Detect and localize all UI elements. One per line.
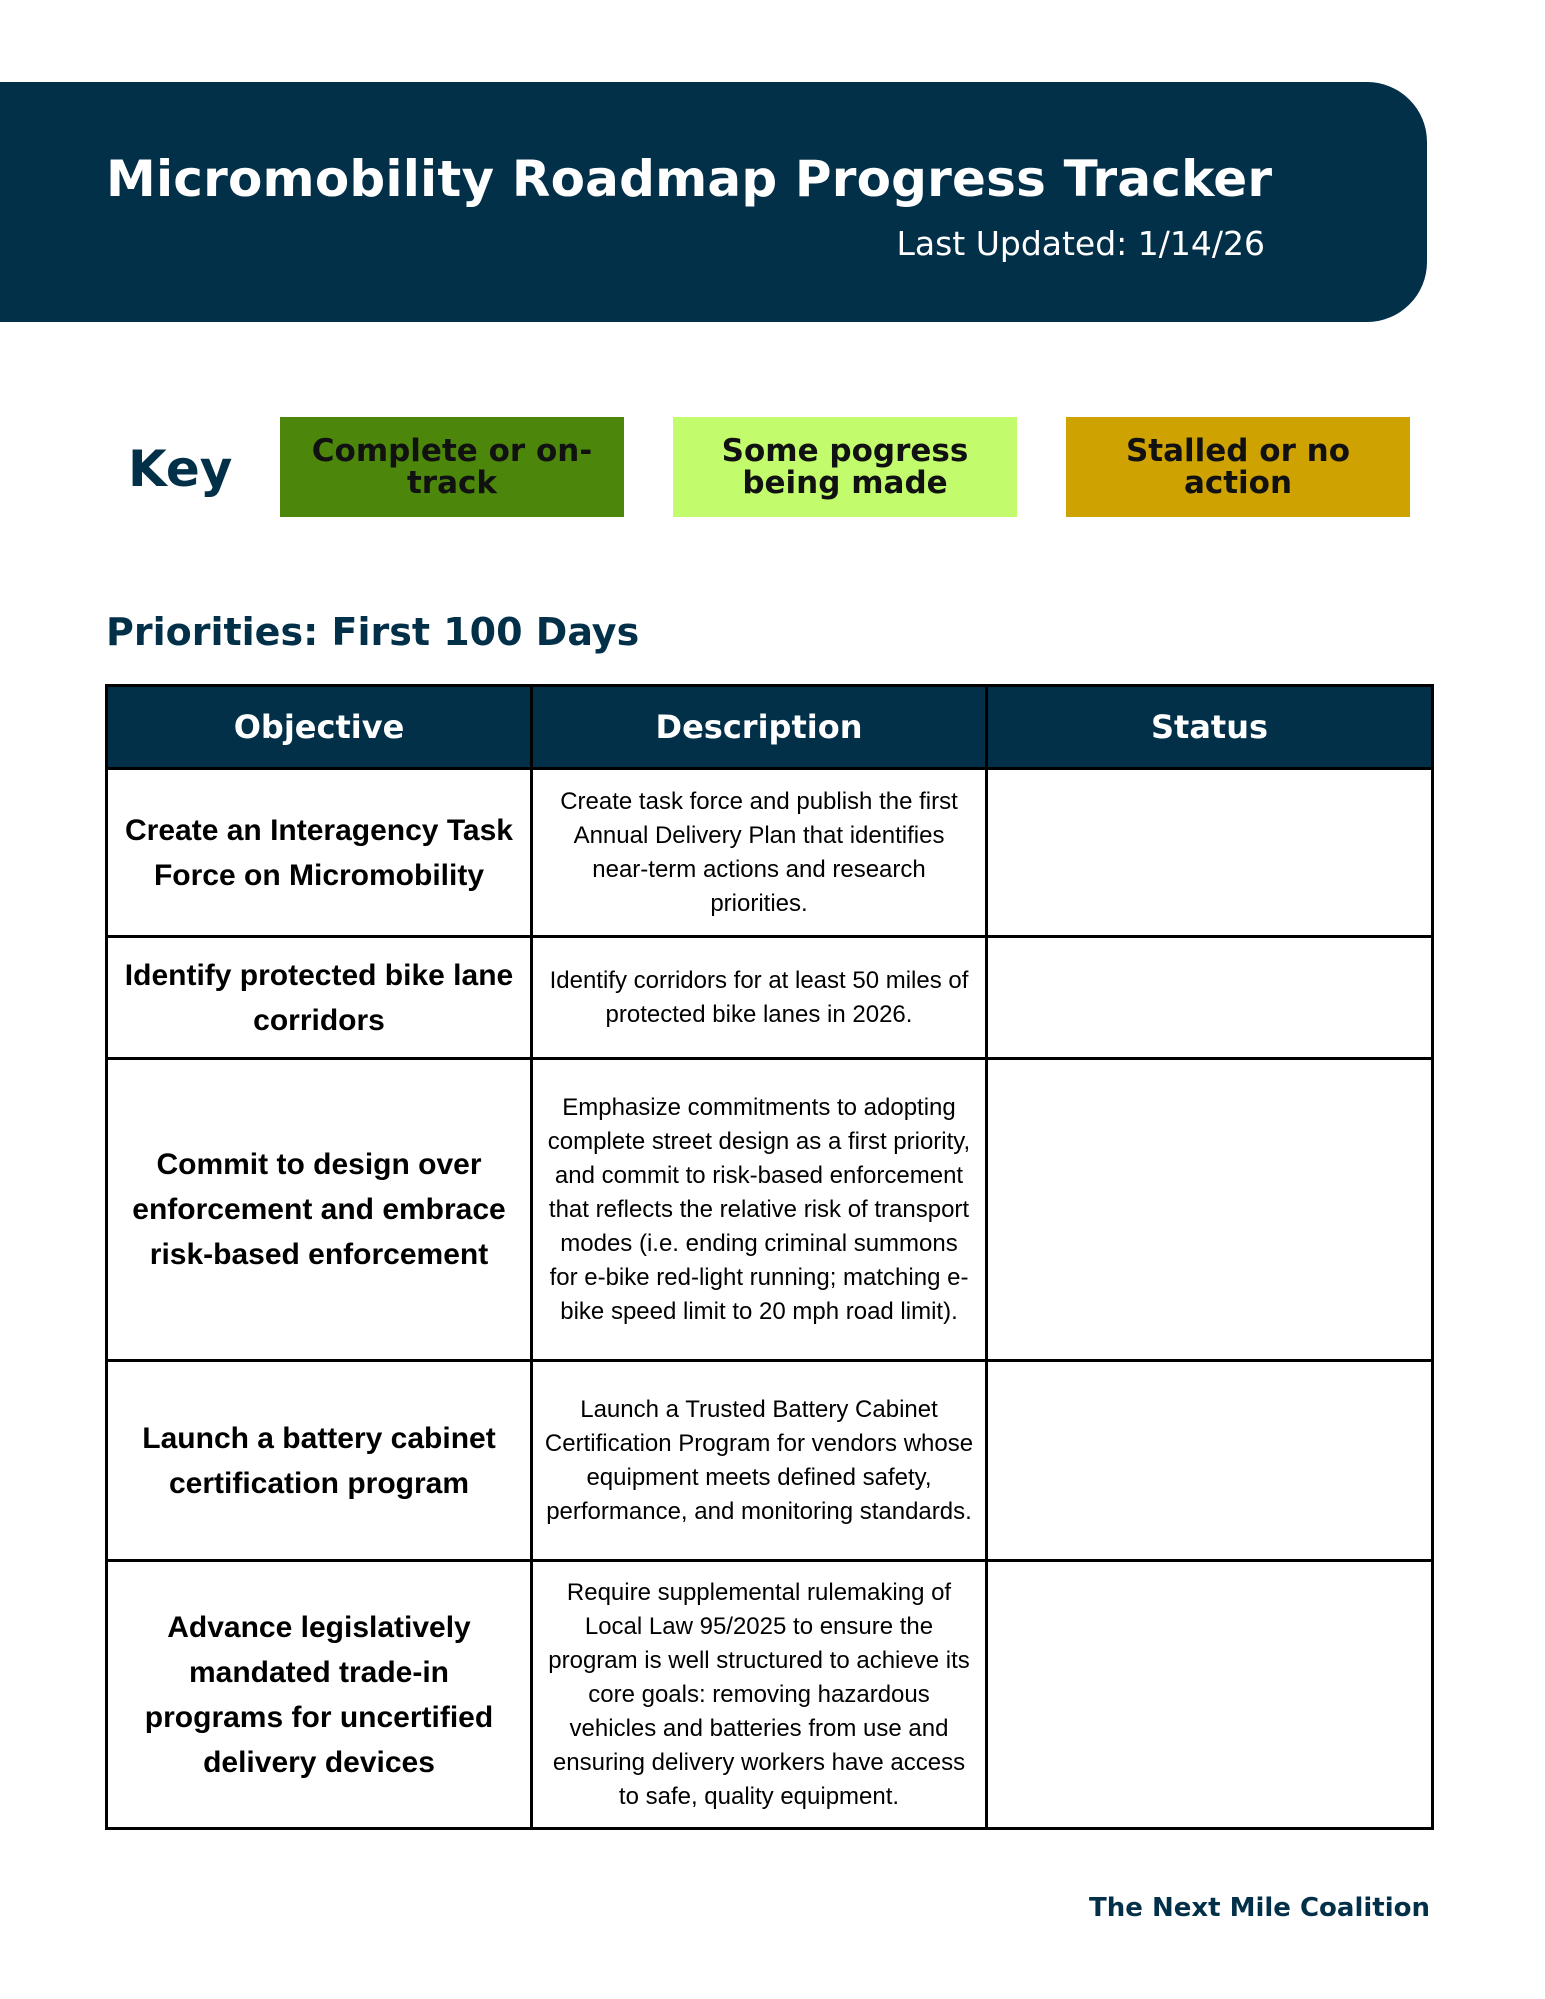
status-cell <box>987 1059 1433 1361</box>
status-cell <box>987 769 1433 937</box>
description-cell: Emphasize commitments to adopting complete street design as a first priority, and commit to risk-based enforcement that reflects the relative risk of transport modes (i.e. ending criminal summons for e-bike red-light running; matching e-bike speed limit to 20 mph road limit). <box>532 1059 987 1361</box>
objective-cell: Create an Interagency Task Force on Micromobility <box>107 769 532 937</box>
document-title: Micromobility Roadmap Progress Tracker <box>106 150 1273 208</box>
key-complete-swatch: Complete or on-track <box>280 417 624 517</box>
key-label: Key <box>128 440 233 498</box>
status-cell <box>987 1561 1433 1829</box>
description-cell: Require supplemental rulemaking of Local Law 95/2025 to ensure the program is well structured to achieve its core goals: removing hazardous vehicles and batteries from use and ensuring delivery workers have access to safe, quality equipment. <box>532 1561 987 1829</box>
table-row <box>107 1059 1433 1361</box>
column-header-objective: Objective <box>107 686 532 769</box>
description-cell: Launch a Trusted Battery Cabinet Certification Program for vendors whose equipment meets defined safety, performance, and monitoring standards. <box>532 1361 987 1561</box>
table-row <box>107 1561 1433 1829</box>
table-row <box>107 769 1433 937</box>
column-header-description: Description <box>532 686 987 769</box>
key-stalled-swatch: Stalled or no action <box>1066 417 1410 517</box>
last-updated-date: Last Updated: 1/14/26 <box>896 224 1265 263</box>
objective-cell: Commit to design over enforcement and embrace risk-based enforcement <box>107 1059 532 1361</box>
description-cell: Create task force and publish the first Annual Delivery Plan that identifies near-term actions and research priorities. <box>532 769 987 937</box>
status-cell <box>987 937 1433 1059</box>
objective-cell: Advance legislatively mandated trade-in programs for uncertified delivery devices <box>107 1561 532 1829</box>
description-cell: Identify corridors for at least 50 miles of protected bike lanes in 2026. <box>532 937 987 1059</box>
key-some-progress-swatch: Some pogress being made <box>673 417 1017 517</box>
column-header-status: Status <box>987 686 1433 769</box>
table-row <box>107 937 1433 1059</box>
status-cell <box>987 1361 1433 1561</box>
priorities-table <box>105 684 1434 1830</box>
objective-cell: Launch a battery cabinet certification program <box>107 1361 532 1561</box>
objective-cell: Identify protected bike lane corridors <box>107 937 532 1059</box>
table-row <box>107 1361 1433 1561</box>
footer-organization: The Next Mile Coalition <box>1089 1893 1430 1923</box>
section-heading: Priorities: First 100 Days <box>106 610 640 654</box>
table-header-row <box>107 686 1433 769</box>
